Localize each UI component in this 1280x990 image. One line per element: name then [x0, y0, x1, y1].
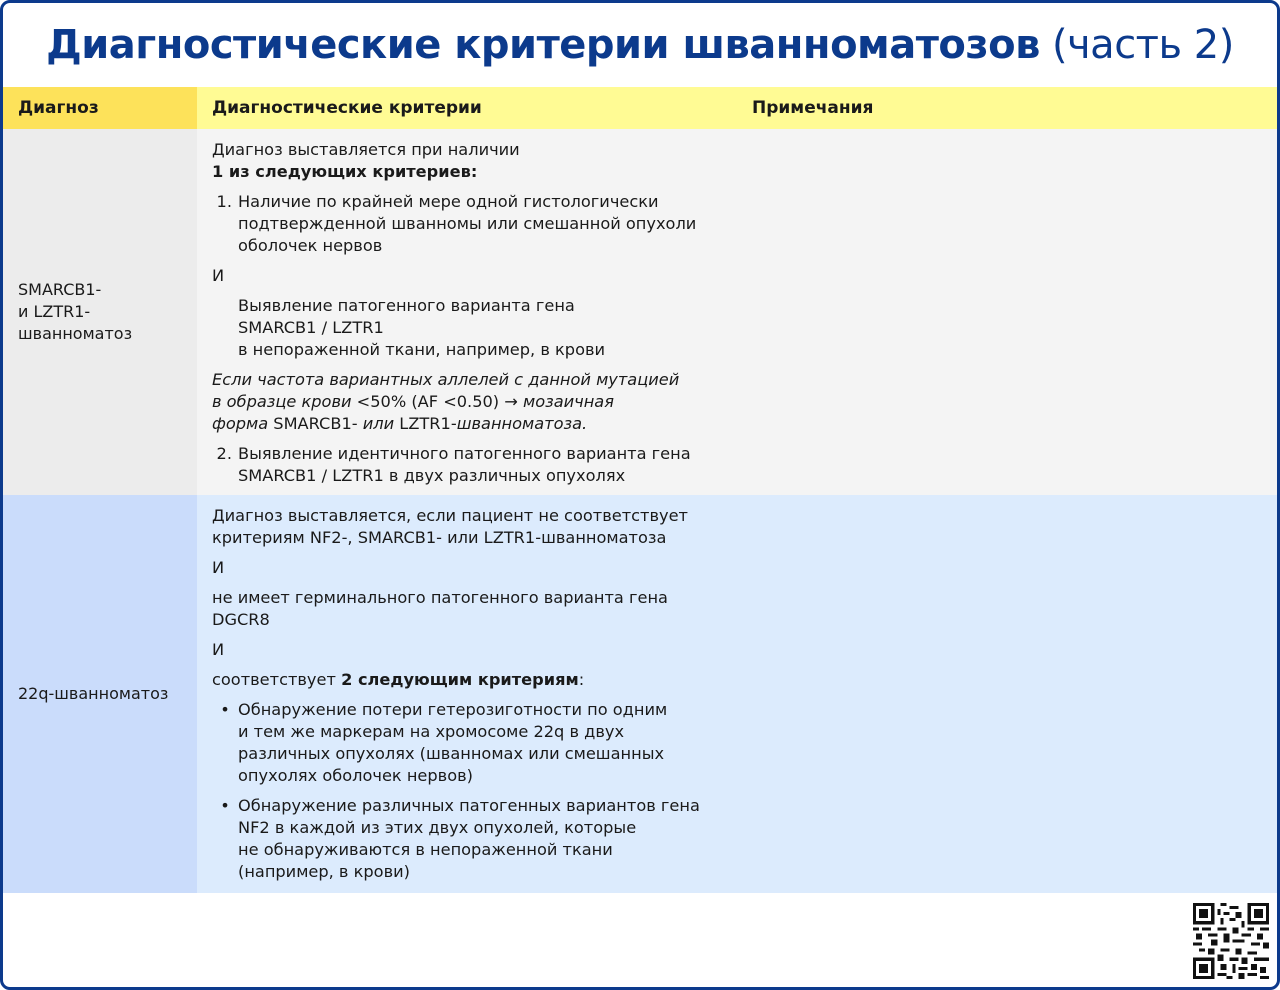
- notes-cell: [737, 129, 1277, 495]
- list-item: [212, 795, 737, 883]
- paragraph-line: DGCR8: [212, 610, 270, 629]
- criteria-paragraph: [212, 669, 737, 691]
- list-item: [212, 191, 737, 257]
- item-line: оболочек нервов: [238, 236, 383, 255]
- sub-line: Выявление патогенного варианта гена: [238, 296, 575, 315]
- note-fragment: SMARCB1-: [268, 414, 363, 433]
- note-fragment: или: [362, 414, 395, 433]
- paragraph-fragment: соответствует: [212, 670, 342, 689]
- diagnosis-line: шванноматоз: [18, 324, 133, 343]
- note-fragment: шванноматоза.: [456, 414, 588, 433]
- qr-code-icon: [1193, 903, 1269, 979]
- diagnosis-cell: [3, 129, 197, 495]
- paragraph-line: критериям NF2-, SMARCB1- или LZTR1-шванноматоза: [212, 528, 667, 547]
- item-line: Выявление идентичного патогенного варианта гена: [238, 444, 691, 463]
- note-fragment: в образце крови: [212, 392, 352, 411]
- diagnosis-line: 22q-шванноматоз: [18, 684, 169, 703]
- paragraph-line: Диагноз выставляется, если пациент не соответствует: [212, 506, 688, 525]
- table-row: [3, 129, 1277, 495]
- item-line: подтвержденной шванномы или смешанной опухоли: [238, 214, 697, 233]
- item-line: различных опухолях (шванномах или смешанных: [238, 744, 665, 763]
- header-criteria: Диагностические критерии: [212, 98, 482, 118]
- sub-line: SMARCB1 / LZTR1: [238, 318, 384, 337]
- item-line: NF2 в каждой из этих двух опухолей, которые: [238, 818, 637, 837]
- criteria-intro: [212, 139, 737, 183]
- sub-criterion: [212, 295, 737, 361]
- criteria-paragraph: [212, 587, 737, 631]
- item-line: SMARCB1 / LZTR1 в двух различных опухолях: [238, 466, 626, 485]
- criteria-paragraph: [212, 505, 737, 549]
- paragraph-fragment: :: [578, 670, 585, 689]
- item-number: 1.: [216, 192, 232, 211]
- bullet-icon: •: [220, 700, 230, 719]
- note-fragment: мозаичная: [522, 392, 614, 411]
- note-line: Если частота вариантных аллелей с данной мутацией: [212, 370, 680, 389]
- and-label: И: [212, 640, 225, 659]
- page-title: [3, 3, 1277, 87]
- header-notes: Примечания: [752, 98, 874, 118]
- notes-cell: [737, 495, 1277, 893]
- item-line: опухолях оболочек нервов): [238, 766, 473, 785]
- table-header: [3, 87, 1277, 129]
- item-line: Обнаружение различных патогенных вариантов гена: [238, 796, 700, 815]
- note-fragment: <50% (AF <0.50) →: [351, 392, 523, 411]
- bullet-icon: •: [220, 796, 230, 815]
- intro-line: Диагноз выставляется при наличии: [212, 140, 520, 159]
- item-number: 2.: [216, 444, 232, 463]
- item-line: (например, в крови): [238, 862, 410, 881]
- item-line: и тем же маркерам на хромосоме 22q в двух: [238, 722, 625, 741]
- criteria-cell: [197, 495, 737, 893]
- list-item: [212, 443, 737, 487]
- sub-line: в непораженной ткани, например, в крови: [238, 340, 606, 359]
- page-title-sub: (часть 2): [1051, 22, 1234, 68]
- mosaic-note: [212, 369, 737, 435]
- item-line: Наличие по крайней мере одной гистологически: [238, 192, 659, 211]
- paragraph-bold: 2 следующим критериям: [341, 670, 579, 689]
- and-label: И: [212, 266, 225, 285]
- diagnosis-cell: [3, 495, 197, 893]
- diagnosis-line: SMARCB1-: [18, 280, 102, 299]
- note-fragment: LZTR1-: [394, 414, 457, 433]
- and-label: И: [212, 558, 225, 577]
- paragraph-line: не имеет герминального патогенного варианта гена: [212, 588, 668, 607]
- table-row: [3, 495, 1277, 893]
- intro-bold: 1 из следующих критериев:: [212, 162, 478, 181]
- criteria-cell: [197, 129, 737, 495]
- item-line: не обнаруживаются в непораженной ткани: [238, 840, 613, 859]
- item-line: Обнаружение потери гетерозиготности по одним: [238, 700, 668, 719]
- page-title-main: Диагностические критерии шванноматозов: [46, 22, 1040, 68]
- note-fragment: форма: [212, 414, 269, 433]
- header-diagnosis: Диагноз: [3, 87, 197, 129]
- list-item: [212, 699, 737, 787]
- diagnosis-line: и LZTR1-: [18, 302, 91, 321]
